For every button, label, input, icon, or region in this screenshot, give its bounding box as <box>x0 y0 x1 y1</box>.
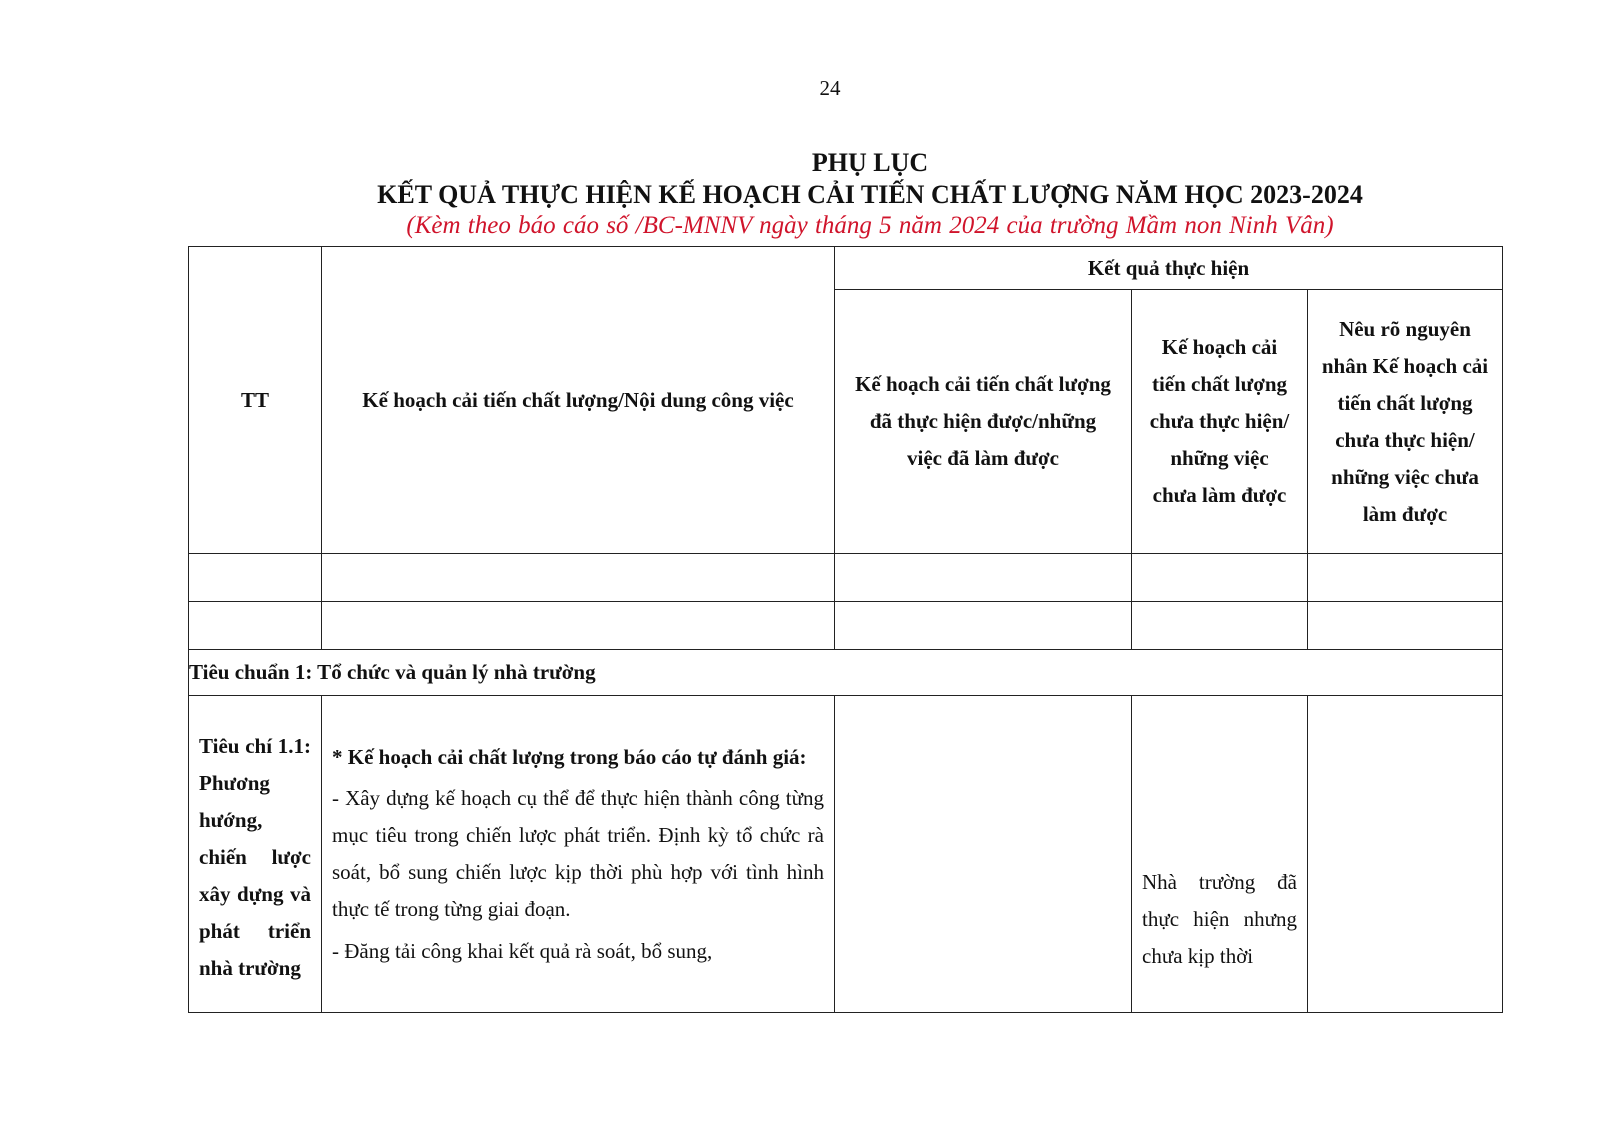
empty-cell <box>1308 554 1503 602</box>
empty-cell <box>835 554 1132 602</box>
header-done <box>835 290 1132 554</box>
criteria-1-1-item-1: - Xây dựng kế hoạch cụ thể để thực hiện thành công từng mục tiêu trong chiến lược phát triển. Định kỳ tổ chức rà soát, bổ sung chiến lược kịp thời phù hợp với tình hình thực tế trong từng giai đoạn. <box>332 786 824 921</box>
standard-1-label: Tiêu chuẩn 1: Tổ chức và quản lý nhà trường <box>189 650 1503 696</box>
header-tt: TT <box>189 247 322 554</box>
header-reason <box>1308 290 1503 554</box>
report-title: KẾT QUẢ THỰC HIỆN KẾ HOẠCH CẢI TIẾN CHẤT LƯỢNG NĂM HỌC 2023-2024 <box>377 180 1363 209</box>
header-reason-label: Nêu rõ nguyên nhân Kế hoạch cải tiến chất lượng chưa thực hiện/ những việc chưa làm được <box>1321 316 1489 526</box>
header-plan-label: Kế hoạch cải tiến chất lượng/Nội dung công việc <box>362 387 794 412</box>
criteria-1-1-not-done-cell <box>1132 696 1308 1013</box>
empty-cell <box>1132 554 1308 602</box>
header-done-label: Kế hoạch cải tiến chất lượng đã thực hiện được/những việc đã làm được <box>855 372 1111 470</box>
header-not-done <box>1132 290 1308 554</box>
header-result-group: Kết quả thực hiện <box>835 247 1503 290</box>
criteria-1-1-not-done: Nhà trường đã thực hiện nhưng chưa kịp thời <box>1142 869 1297 968</box>
criteria-1-1-item-2: - Đăng tải công khai kết quả rà soát, bổ sung, <box>332 939 713 963</box>
criteria-1-1-content <box>322 696 835 1013</box>
standard-row <box>189 650 1503 696</box>
page-number: 24 <box>819 76 841 100</box>
empty-cell <box>322 554 835 602</box>
header-not-done-label: Kế hoạch cải tiến chất lượng chưa thực hiện/ những việc chưa làm được <box>1149 335 1290 507</box>
empty-cell <box>189 554 322 602</box>
empty-cell <box>189 602 322 650</box>
quality-improvement-table <box>188 246 1503 1013</box>
criteria-1-1-reason <box>1308 696 1503 1013</box>
appendix-title: PHỤ LỤC <box>811 148 929 177</box>
empty-cell <box>1308 602 1503 650</box>
table-row <box>189 554 1503 602</box>
empty-cell <box>322 602 835 650</box>
report-subtitle: (Kèm theo báo cáo số /BC-MNNV ngày tháng 5 năm 2024 của trường Mầm non Ninh Vân) <box>406 212 1334 239</box>
criteria-1-1-done <box>835 696 1132 1013</box>
criteria-row <box>189 696 1503 1013</box>
header-plan <box>322 247 835 554</box>
criteria-1-1-name: Tiêu chí 1.1: Phương hướng, chiến lược xây dựng và phát triển nhà trường <box>189 696 322 1013</box>
table-row <box>189 602 1503 650</box>
empty-cell <box>1132 602 1308 650</box>
criteria-1-1-intro: * Kế hoạch cải chất lượng trong báo cáo tự đánh giá: <box>332 745 807 769</box>
empty-cell <box>835 602 1132 650</box>
